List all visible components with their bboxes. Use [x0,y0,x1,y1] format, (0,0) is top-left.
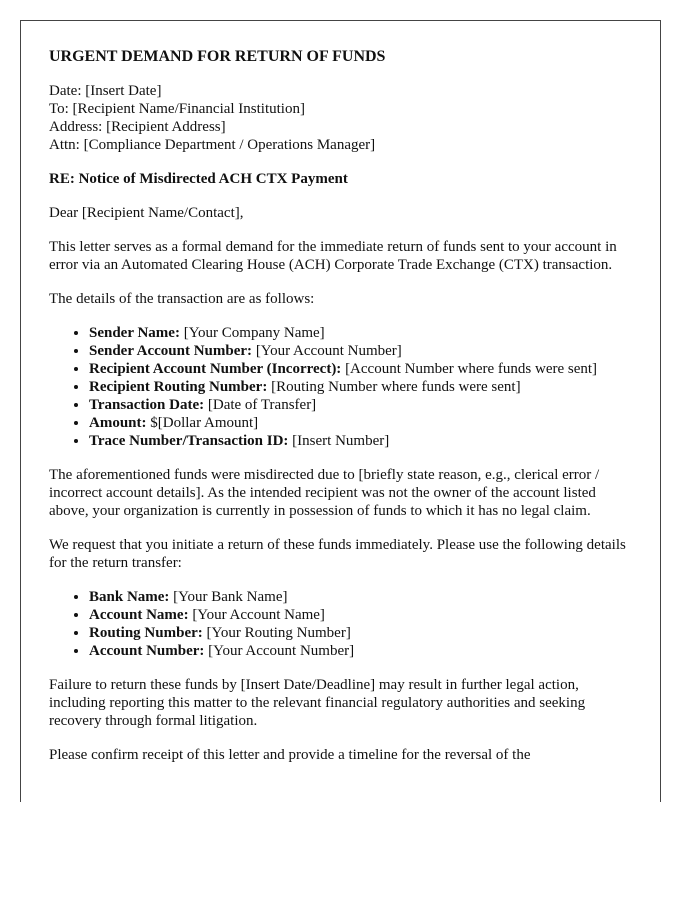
item-label: Sender Name: [89,325,180,341]
item-value: [Insert Number] [288,433,390,449]
address-line: Address: [Recipient Address] [49,119,226,135]
letter-header [49,82,632,154]
item-value: [Your Bank Name] [169,589,288,605]
item-value: [Your Account Name] [188,607,325,623]
list-item [89,588,632,606]
item-value: [Your Routing Number] [202,625,351,641]
item-label: Sender Account Number: [89,343,253,359]
details-intro: The details of the transaction are as follows: [49,291,315,307]
request-paragraph: We request that you initiate a return of these funds immediately. Please use the following details for the return transfer: [49,537,626,571]
list-item [89,432,632,450]
item-label: Account Number: [89,643,205,659]
return-details-list [49,588,632,660]
list-item [89,414,632,432]
item-value: [Your Company Name] [179,325,325,341]
list-item [89,324,632,342]
item-label: Trace Number/Transaction ID: [89,433,289,449]
re-line: RE: Notice of Misdirected ACH CTX Payment [49,171,348,187]
item-label: Routing Number: [89,625,203,641]
item-label: Account Name: [89,607,189,623]
item-label: Amount: [89,415,147,431]
salutation: Dear [Recipient Name/Contact], [49,205,244,221]
list-item [89,642,632,660]
item-value: [Date of Transfer] [204,397,317,413]
letter-title: URGENT DEMAND FOR RETURN OF FUNDS [49,48,386,65]
list-item [89,624,632,642]
list-item [89,396,632,414]
list-item [89,360,632,378]
to-line: To: [Recipient Name/Financial Institution] [49,101,305,117]
intro-paragraph: This letter serves as a formal demand for the immediate return of funds sent to your account in error via an Automated Clearing House (ACH) Corporate Trade Exchange (CTX) transaction. [49,239,617,273]
closing-paragraph: Please confirm receipt of this letter and provide a timeline for the reversal of the [49,747,531,763]
attn-line: Attn: [Compliance Department / Operations Manager] [49,137,376,153]
list-item [89,378,632,396]
item-label: Recipient Account Number (Incorrect): [89,361,342,377]
reason-paragraph: The aforementioned funds were misdirected due to [briefly state reason, e.g., clerical error / incorrect account details]. As the intended recipient was not the owner of the account listed above, your organization is currently in possession of funds to which it has no legal claim. [49,467,600,519]
list-item [89,606,632,624]
transaction-details-list [49,324,632,450]
item-value: [Your Account Number] [204,643,355,659]
item-value: $[Dollar Amount] [146,415,259,431]
date-line: Date: [Insert Date] [49,83,162,99]
item-value: [Account Number where funds were sent] [341,361,598,377]
item-value: [Routing Number where funds were sent] [267,379,521,395]
item-value: [Your Account Number] [252,343,402,359]
list-item [89,342,632,360]
item-label: Transaction Date: [89,397,205,413]
warning-paragraph: Failure to return these funds by [Insert Date/Deadline] may result in further legal action, including reporting this matter to the relevant financial regulatory authorities and seeking recovery through formal litigation. [49,677,586,729]
item-label: Recipient Routing Number: [89,379,268,395]
item-label: Bank Name: [89,589,170,605]
letter-page [20,20,661,802]
